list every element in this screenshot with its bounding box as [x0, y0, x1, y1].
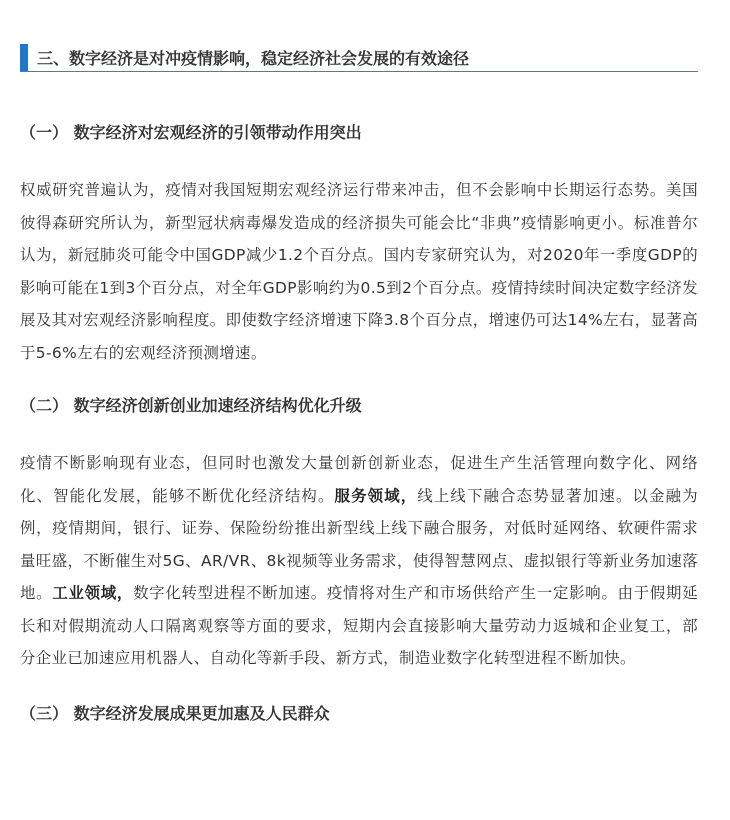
paragraph-2-text-1: 疫情不断影响现有业态，但同时也激发大量创新创新业态，促进生产生活管理向数字化、网络化、智能化发展，能够不断优化经济结构。 — [20, 454, 698, 505]
subsection-heading-2: （二） 数字经济创新创业加速经济结构优化升级 — [20, 396, 362, 415]
paragraph-2 — [20, 447, 698, 675]
subsection-heading-1: （一） 数字经济对宏观经济的引领带动作用突出 — [20, 123, 362, 142]
section-accent-bar — [20, 44, 28, 71]
section-title: 三、数字经济是对冲疫情影响，稳定经济社会发展的有效途径 — [37, 49, 470, 68]
article-body — [20, 40, 698, 726]
paragraph-2-text-2: 线上线下融合态势显著加速。以金融为例，疫情期间，银行、证券、保险纷纷推出新型线上线下融合服务，对低时延网络、软硬件需求量旺盛，不断催生对5G、AR/VR、8k视频等业务需求，使得智慧网点、虚拟银行等新业务加速落地。 — [20, 486, 698, 602]
paragraph-2-bold-industry: 工业领域， — [52, 584, 134, 602]
paragraph-1: 权威研究普遍认为，疫情对我国短期宏观经济运行带来冲击，但不会影响中长期运行态势。美国彼得森研究所认为，新型冠状病毒爆发造成的经济损失可能会比“非典”疫情影响更小。标准普尔认为，新冠肺炎可能令中国GDP减少1.2个百分点。国内专家研究认为，对2020年一季度GDP的影响可能在1到3个百分点，对全年GDP影响约为0.5到2个百分点。疫情持续时间决定数字经济发展及其对宏观经济影响程度。即使数字经济增速下降3.8个百分点，增速仍可达14%左右，显著高于5-6%左右的宏观经济预测增速。 — [20, 181, 698, 362]
section-header — [20, 40, 698, 72]
paragraph-2-bold-service: 服务领域， — [334, 486, 418, 505]
paragraph-2-text-3: 数字化转型进程不断加速。疫情将对生产和市场供给产生一定影响。由于假期延长和对假期流动人口隔离观察等方面的要求，短期内会直接影响大量劳动力返城和企业复工，部分企业已加速应用机器人、自动化等新手段、新方式，制造业数字化转型进程不断加快。 — [20, 584, 698, 667]
subsection-heading-3: （三） 数字经济发展成果更加惠及人民群众 — [20, 703, 330, 723]
